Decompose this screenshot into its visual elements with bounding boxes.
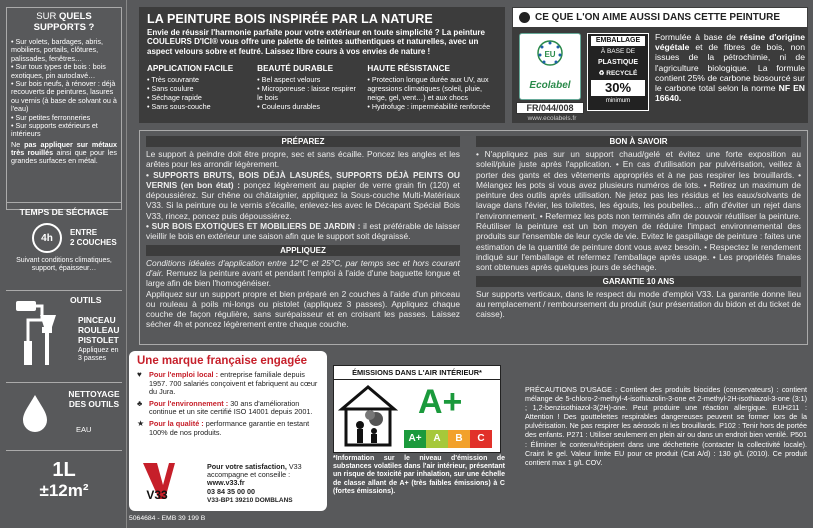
marque-panel (129, 351, 327, 511)
emissions-panel (333, 365, 501, 453)
header-panel (139, 7, 505, 123)
preparez-text: Le support à peindre doit être propre, sec et sans écaille. Poncez les angles et les arêtes pour les arrondir légèrement. • SUPPORTS BRUTS, BOIS DÉJÀ LASURÉS, SUPPORTS DÉJÀ PEINTS OU VERNIS (en bon état) : ponçez légèrement au papier de verre grain fin (120) et dépoussiérez. Sur chêne ou châtaignier, appliquez la Sous-couche Multi-Matériaux V33. Si la peinture ou le vernis s'écaille, enlevez-les avec le Décapant Spécial Bois V33, rincez, poncez puis dépoussiérez. • SUR BOIS EXOTIQUES ET MOBILIERS DE JARDIN : il est préférable de laisser vieillir le bois en extérieur une saison afin que le support soit dégraissé. (146, 149, 460, 242)
supports-title: SUR QUELS SUPPORTS ? (33, 11, 95, 33)
supports-list (11, 38, 117, 139)
right-main (470, 131, 807, 344)
list-item: • Sur petites ferronneries (11, 112, 91, 122)
website-link[interactable]: www.v33.fr (207, 478, 245, 488)
ecolabel-logo: EU Ecolabel (519, 33, 581, 100)
phone-number: 03 84 35 00 00 (207, 486, 255, 496)
supports-warning: Ne pas appliquer sur métaux très rouillés ainsi que pour les grandes surfaces en métal. (11, 139, 118, 166)
leaf-icon: ♣ (137, 398, 143, 408)
heart-icon: ♥ (137, 370, 142, 379)
aime-header: CE QUE L'ON AIME AUSSI DANS CETTE PEINTURE (513, 8, 807, 27)
garantie-text: Sur supports verticaux, dans le respect du mode d'emploi V33. La garantie donne lieu au remplacement / remboursement du produit (sur présentation du bidon et du ticket de caisse). (476, 288, 801, 320)
feature-col: BEAUTÉ DURABLE • Bel aspect velours • Microporeuse : laisse respirer le bois • Couleurs durables (257, 64, 356, 112)
house-icon (338, 383, 398, 449)
header-subtitle: Envie de réussir l'harmonie parfaite pour votre extérieur en toute simplicité ? La peinture COULEURS D'ICI® vous offre une palette de teintes authentiques et naturelles, avec un aspect velours sobre et feutré. Laissez libre cours à vos envies de nature ! (147, 28, 485, 56)
svg-text:V33: V33 (146, 488, 168, 502)
aime-text: Formulée à base de résine d'origine végétale et de fibres de bois, non issues de la pétrochimie, ni de l'agriculture biologique. La formule contient 25% de carbone biosourcé sur le carbone total selon la norme NF EN 16640. (655, 32, 806, 104)
feature-col: APPLICATION FACILE • Très couvrante • Sans coulure • Séchage rapide • Sans sous-couche (147, 64, 234, 112)
surface: ±12m² (39, 481, 89, 500)
page-title: LA PEINTURE BOIS INSPIRÉE PAR LA NATURE (147, 12, 433, 26)
precautions-text: PRÉCAUTIONS D'USAGE : Contient des produits biocides (conservateurs) : contient mélange de 5-chloro-2-methyl-4-isothiazolin-3-one et 2-methyl-2H-isothiazol-3-one (3:1) ; 1,2-benzisothiazol-3(2H)-one. Peut produire une réaction allergique. EUH211 : Attention ! Des gouttelettes respirables dangereuses peuvent se former lors de la pulvérisation. Ne pas respirer les aérosols ni les brouillards. P102 : Tenir hors de portée des enfants. P271 : Utiliser seulement en plein air ou dans un endroit bien ventilé. P501 : Éliminer le contenu/récipient dans une déchetterie (contacter la collectivité locale). Craint le gel. Valeur limite EU pour ce produit (Cat A/d) : 130 g/L (2010). Ce produit contient max 1 g/L COV. (525, 385, 807, 467)
list-item: ♣ Pour l'environnement : 30 ans d'amélioration continue et un site certifié ISO 14001 depuis 2001. (137, 398, 313, 417)
outils-list: PINCEAU ROULEAU PISTOLET (78, 315, 120, 345)
outils-note: Appliquez en 3 passes (78, 347, 119, 362)
list-item: • Sur supports extérieurs et intérieurs (11, 121, 98, 139)
marque-contact: Pour votre satisfaction, V33 accompagne et conseille : www.v33.fr 03 84 35 00 00 V33-BP1 39210 DOMBLANS (207, 462, 302, 504)
section-appliquez: APPLIQUEZ (146, 245, 460, 256)
outils-title: OUTILS (70, 295, 102, 305)
emissions-title: ÉMISSIONS DANS L'AIR INTÉRIEUR* (334, 366, 500, 380)
list-item: • Sur bois neufs, à rénover : déjà recouverts de peintures, lasures ou vernis (à base de solvant ou à l'eau) (11, 79, 117, 114)
water-drop-icon (20, 393, 50, 433)
nettoyage-value: EAU (76, 425, 92, 434)
list-item: • Sur volets, bardages, abris, mobiliers, portails, clôtures, palissades, fenêtres… (11, 37, 104, 63)
product-code: 5064684 - EMB 39 199 B (129, 515, 206, 522)
svg-text:EU: EU (544, 50, 556, 59)
leaf-icon (519, 12, 530, 23)
emission-grade: A+ (418, 383, 463, 421)
marque-title: Une marque française engagée (137, 355, 308, 367)
clock-icon: 4h (32, 223, 62, 253)
aime-panel (512, 7, 808, 123)
list-item: • Sur tous types de bois : bois exotiques, pin autoclavé… (11, 62, 106, 80)
left-main (140, 131, 466, 344)
main-panel (139, 130, 808, 345)
brush-roller-icon (12, 297, 60, 369)
emission-scale: A+ A B C (404, 430, 492, 448)
features (147, 64, 497, 111)
star-icon: ★ (137, 418, 145, 428)
outils-panel (6, 290, 122, 376)
sechage-note: Suivant conditions climatiques, support, épaisseur… (16, 257, 112, 272)
volume-panel (6, 450, 122, 512)
section-bon-a-savoir: BON À SAVOIR (476, 136, 801, 147)
v33-logo-icon (139, 459, 179, 503)
emissions-note: *Information sur le niveau d'émission de substances volatiles dans l'air intérieur, présentant un risque de toxicité par inhalation, sur une échelle de classe allant de A+ (très faibles émissions) à C (fortes émissions). (333, 455, 505, 495)
emballage-badge: EMBALLAGE À BASE DE PLASTIQUE ♻ RECYCLÉ 30% minimum (587, 33, 649, 111)
bon-savoir-text: • N'appliquez pas sur un support chaud/gelé et évitez une forte exposition au soleil/pluie juste après l'application. • En cas d'utilisation par pulvérisation, veillez à porter des gants et des vêtements appropriés et à ne pas respirer les brouillards. • Mélangez les pots si vous avez plusieurs numéros de lots. • Retirez un maximum de peinture des outils après utilisation. Ne jetez pas les résidus et les eaux/solvants de lavage dans l'évier, les toilettes, les égouts, les poubelles… afin d'éviter un rejet dans l'environnement. • Refermez les pots non terminés afin de pouvoir réutiliser la peinture. Réutiliser la peinture est un bon moyen de réduire l'impact environnemental des produits sur l'ensemble de leur cycle de vie. Evitez le gaspillage de peinture : faites une estimation de la quantité de peinture dont vous avez besoin. • Respectez le rendement indiqué sur l'emballage et refermez l'emballage après usage. • Les propriétés finales sont obtenues après quelques jours de séchage. (476, 149, 801, 273)
ecolabel-flower-icon (530, 37, 570, 75)
appliquez-text: Conditions idéales d'application entre 12°C et 25°C, par temps sec et hors courant d'air. Remuez la peinture avant et pendant l'emploi à l'aide d'une baguette longue et large afin de bien l'homogénéiser. Appliquez sur un support propre et bien préparé en 2 couches à l'aide d'un pinceau ou rouleau à poils mi-longs ou pistolet (appliquez 3 passes). Appliquez chaque couche de façon régulière, sans surépaisseur et en croisant les passes. Laissez sécher 4h et poncez légèrement entre chaque couche. (146, 257, 461, 330)
feature-col: HAUTE RÉSISTANCE • Protection longue durée aux UV, aux agressions climatiques (soleil, pluie, neige, gel, vent…) et aux chocs • Hydrofuge : imperméabilité renforcée (367, 64, 491, 112)
sechage-panel: TEMPS DE SÉCHAGE 4h ENTRE 2 COUCHES Suivant conditions climatiques, support, épaisseur… (6, 202, 122, 282)
nettoyage-title: NETTOYAGE DES OUTILS (68, 389, 120, 409)
v33-logo (139, 459, 179, 503)
list-item: ♥ Pour l'emploi local : entreprise familiale depuis 1957. 700 salariés conçoivent et fabriquent au cœur du Jura. (137, 370, 318, 397)
supports-panel (6, 7, 122, 210)
ecolabel-web: www.ecolabels.fr (527, 115, 577, 122)
ecolabel-code: FR/044/008 (516, 102, 584, 114)
sechage-title: TEMPS DE SÉCHAGE (19, 207, 109, 217)
nettoyage-panel (6, 382, 122, 444)
section-preparez: PRÉPAREZ (146, 136, 460, 147)
section-garantie: GARANTIE 10 ANS (476, 276, 801, 287)
list-item: ★ Pour la qualité : performance garantie en testant 100% de nos produits. (137, 418, 310, 437)
volume: 1L (52, 459, 76, 481)
